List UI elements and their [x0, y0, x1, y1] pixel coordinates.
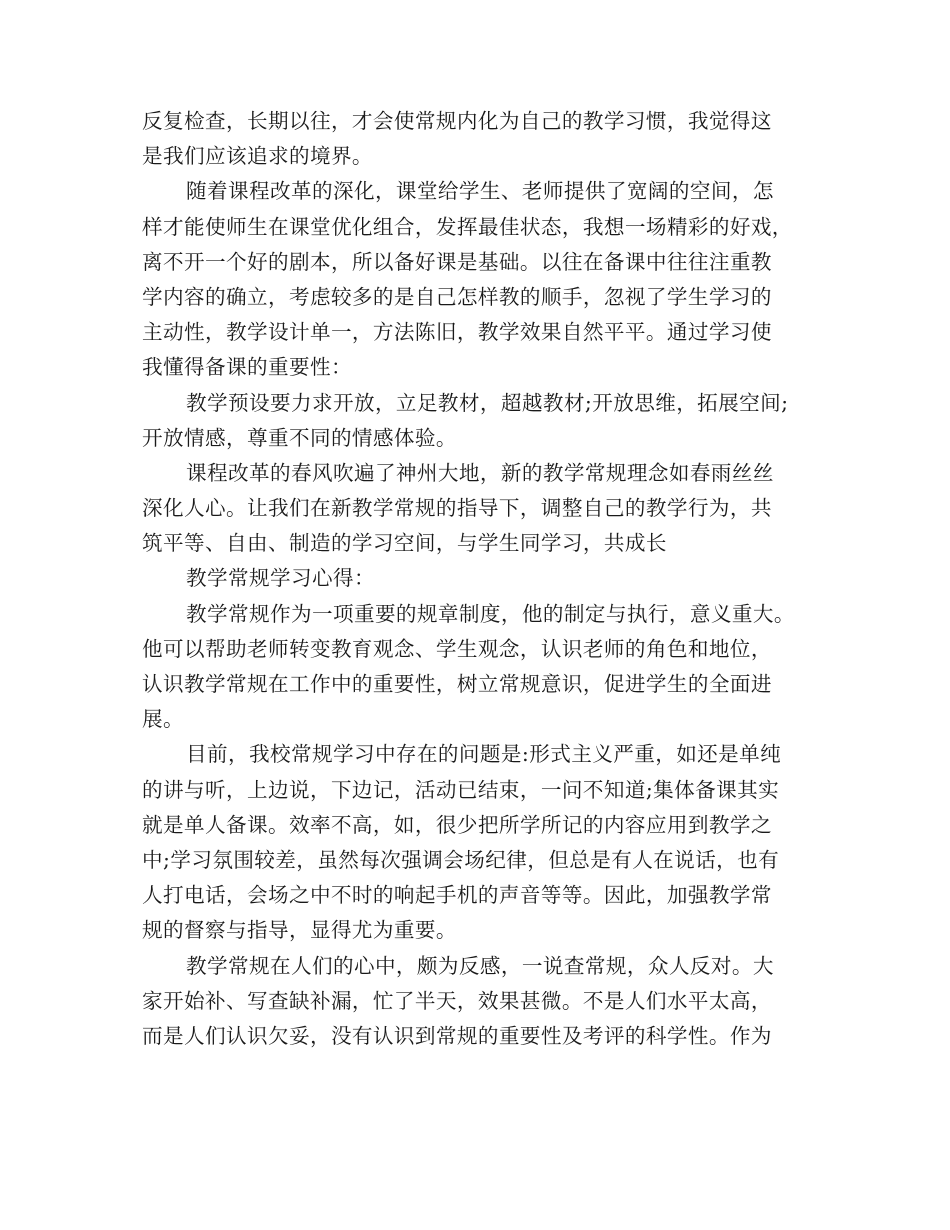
paragraph-start-line: 随着课程改革的深化，课堂给学生、老师提供了宽阔的空间，怎 — [186, 179, 774, 204]
text-line: 的讲与听，上边说，下边记，活动已结束，一问不知道;集体备课其实 — [142, 777, 780, 802]
section-heading: 教学常规学习心得： — [186, 566, 375, 591]
text-line: 认识教学常规在工作中的重要性，树立常规意识，促进学生的全面进 — [142, 672, 772, 696]
text-line: 深化人心。让我们在新教学常规的指导下，调整自己的教学行为，共 — [142, 496, 772, 521]
text-line: 人打电话，会场之中不时的响起手机的声音等等。因此，加强教学常 — [142, 883, 772, 908]
text-line: 学内容的确立，考虑较多的是自己怎样教的顺手，忽视了学生学习的 — [142, 284, 772, 309]
text-line: 而是人们认识欠妥，没有认识到常规的重要性及考评的科学性。作为 — [142, 1023, 772, 1048]
paragraph-start-line: 教学常规在人们的心中，颇为反感，一说查常规，众人反对。大 — [186, 953, 774, 978]
text-line: 家开始补、写查缺补漏，忙了半天，效果甚微。不是人们水平太高， — [142, 988, 772, 1013]
text-line: 就是单人备课。效率不高，如，很少把所学所记的内容应用到教学之 — [142, 812, 772, 837]
text-line: 筑平等、自由、制造的学习空间，与学生同学习，共成长 — [142, 531, 667, 556]
text-line: 他可以帮助老师转变教育观念、学生观念，认识老师的角色和地位， — [142, 636, 772, 661]
text-line: 开放情感，尊重不同的情感体验。 — [142, 425, 457, 450]
text-line: 规的督察与指导，显得尤为重要。 — [142, 918, 457, 943]
text-line: 样才能使师生在课堂优化组合，发挥最佳状态，我想一场精彩的好戏， — [142, 214, 793, 239]
text-line: 我懂得备课的重要性： — [142, 355, 352, 380]
text-line: 主动性，教学设计单一，方法陈旧，教学效果自然平平。通过学习使 — [142, 320, 772, 345]
text-line: 中;学习氛围较差，虽然每次强调会场纪律，但总是有人在说话，也有 — [142, 847, 780, 872]
text-line: 是我们应该追求的境界。 — [142, 144, 373, 169]
text-line: 反复检查，长期以往，才会使常规内化为自己的教学习惯，我觉得这 — [142, 109, 772, 133]
paragraph-start-line: 教学预设要力求开放，立足教材，超越教材;开放思维，拓展空间; — [186, 390, 789, 415]
paragraph-start-line: 教学常规作为一项重要的规章制度，他的制定与执行，意义重大。 — [186, 601, 795, 626]
paragraph-start-line: 课程改革的春风吹遍了神州大地，新的教学常规理念如春雨丝丝 — [186, 460, 774, 485]
paragraph-start-line: 目前，我校常规学习中存在的问题是:形式主义严重，如还是单纯 — [186, 742, 782, 767]
text-line: 展。 — [142, 707, 184, 732]
document-body — [142, 104, 807, 1054]
text-line: 离不开一个好的剧本，所以备好课是基础。以往在备课中往往注重教 — [142, 249, 772, 274]
